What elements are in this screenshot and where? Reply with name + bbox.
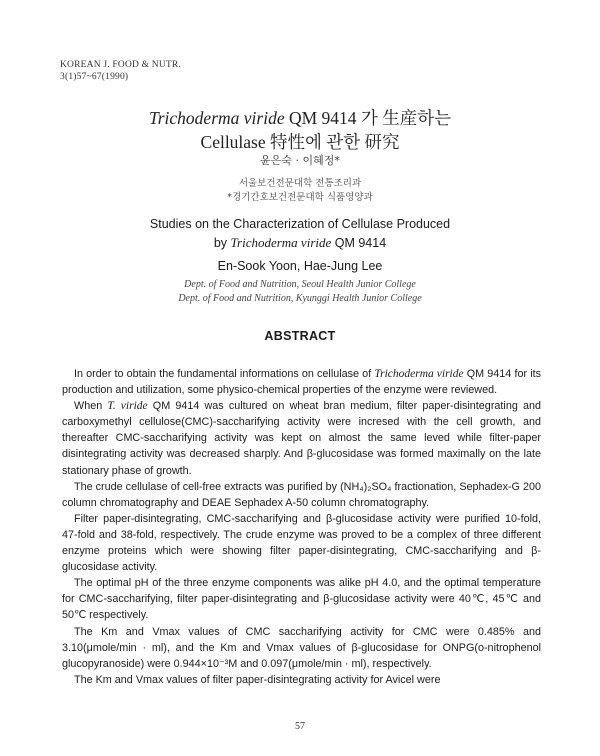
english-affiliation-2: Dept. of Food and Nutrition, Kyunggi Health Junior College [178,293,422,304]
abstract-paragraph-5: The optimal pH of the three enzyme components was alike pH 4.0, and the optimal temperature for CMC-saccharifying, filter paper-disintegrating and β-glucosidase activity were 40℃, 45℃ and 50℃ respectively. [62,577,541,622]
korean-title-species: Trichoderma viride [148,108,285,128]
english-authors: En-Sook Yoon, Hae-Jung Lee [217,259,383,273]
journal-header [60,59,181,83]
abstract-paragraph-2 [62,398,541,478]
english-title-prefix: by [213,236,231,250]
english-title-suffix: QM 9414 [331,236,387,250]
journal-name: KOREAN J. FOOD & NUTR. [60,60,182,70]
abstract-paragraph-4: Filter paper-disintegrating, CMC-saccharifying and β-glucosidase activity were purified 10-fold, 47-fold and 38-fold, respectively. The crude enzyme was proved to be a complex of three different enzyme proteins which were showing filter paper-disintegrating, CMC-saccharifying and β-glucosidase activity. [62,512,541,574]
english-title-line2 [0,235,600,251]
abstract-p2-text-b: QM 9414 was cultured on wheat bran medium, filter paper-disintegrating and carboxymethyl cellulose(CMC)-saccharifying activity were incresed with the cell growth, and thereafter CMC-saccharifying activity was kept on almost the same leved while filter-paper disintegrating activity was decreased sharply. And β-glucosidase was formed maximally on the late stationary phase of growth. [62,400,541,477]
abstract-p1-species: Trichoderma viride [374,368,464,380]
korean-authors: 윤은숙 · 이혜정* [260,154,340,167]
abstract-paragraph-3: The crude cellulase of cell-free extracts was purified by (NH₄)₂SO₄ fractionation, Sephadex-G 200 column chromatography and DEAE Sephadex A-50 column chromatography. [62,480,541,509]
abstract-paragraph-1 [62,366,541,398]
abstract-p1-text-b: QM 9414 for its production and utilization, some physico-chemical properties of the enzyme were reviewed. [62,368,541,397]
korean-affiliation-2: *경기간호보건전문대학 식품영양과 [227,192,373,203]
abstract-body [62,366,541,688]
abstract-p2-species: T. viride [107,400,148,413]
english-title-species: Trichoderma viride [230,235,332,250]
abstract-p2-text-a: When [74,400,108,413]
abstract-heading: ABSTRACT [264,329,336,343]
abstract-paragraph-7: The Km and Vmax values of filter paper-disintegrating activity for Avicel were [74,673,441,686]
korean-title-line1-rest: QM 9414 가 生産하는 [284,108,452,128]
english-affiliation-1: Dept. of Food and Nutrition, Seoul Health Junior College [184,279,416,290]
abstract-p1-text-a: In order to obtain the fundamental informations on cellulase of [74,368,375,380]
korean-title-line2: Cellulase 特性에 관한 研究 [200,132,400,152]
abstract-paragraph-6: The Km and Vmax values of CMC saccharifying activity for CMC were 0.485% and 3.10(μmole/min · ml), and the Km and Vmax values of β-glucosidase for ONPG(o-nitrophenol glucopyranoside) were 0.944×10⁻³M and 0.097(μmole/min · ml), respectively. [62,625,541,670]
english-title-line1: Studies on the Characterization of Cellulase Produced [149,217,451,231]
korean-affiliation-1: 서울보건전문대학 전통조리과 [238,178,362,189]
page-number: 57 [295,721,305,732]
korean-title-line1 [0,105,600,130]
journal-volume: 3(1)57~67(1990) [60,72,129,82]
